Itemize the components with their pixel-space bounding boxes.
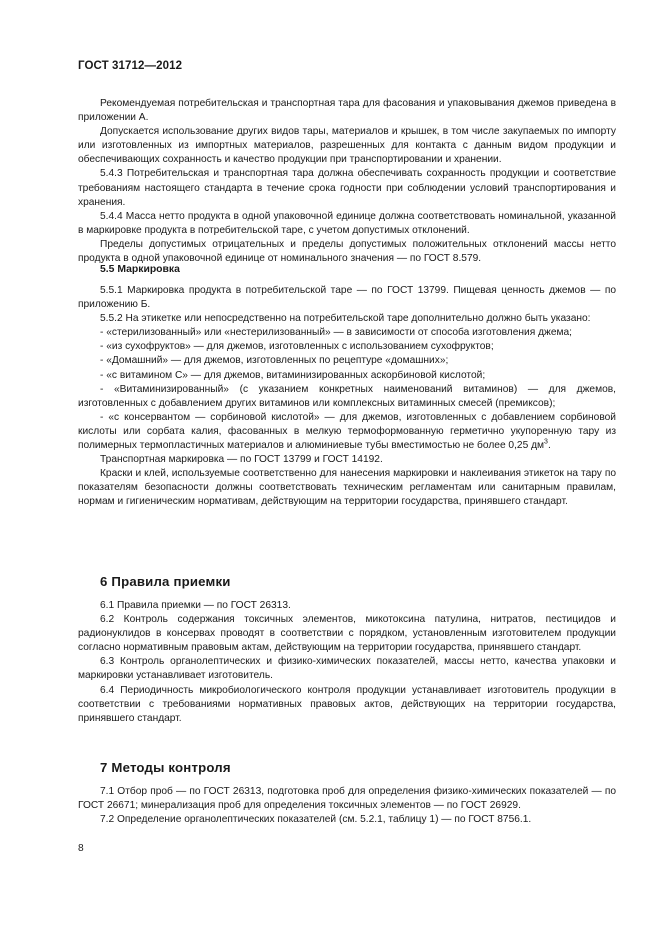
paragraph: 5.5.1 Маркировка продукта в потребительской таре — по ГОСТ 13799. Пищевая ценность джемов — по приложению Б. <box>78 285 616 311</box>
section-7-body <box>78 785 616 827</box>
paragraph: Краски и клей, используемые соответственно для нанесения маркировки и наклеивания этикеток на тару по показателям безопасности должны соответствовать техническим регламентам или санитарным правилам, нормам и гигиеническим нормативам, действующим на территории государства, принявшего стандарт. <box>78 468 616 508</box>
paragraph: 7.2 Определение органолептических показателей (см. 5.2.1, таблицу 1) — по ГОСТ 8756.1. <box>100 814 532 826</box>
top-paragraphs <box>78 97 616 266</box>
section-title: 6 Правила приемки <box>100 574 231 589</box>
paragraph: 5.5.2 На этикетке или непосредственно на потребительской таре дополнительно должно быть указано: <box>100 313 591 325</box>
list-item: - «стерилизованный» или «нестерилизованный» — в зависимости от способа изготовления джема; <box>100 327 573 339</box>
paragraph: 7.1 Отбор проб — по ГОСТ 26313, подготовка проб для определения физико-химических показателей — по ГОСТ 26671; минерализация проб для определения токсичных элементов — по ГОСТ 26929. <box>78 786 616 812</box>
list-item: - «Витаминизированный» (с указанием конкретных наименований витаминов) — для джемов, изготовленных с добавлением других витаминов или комплексных витаминных смесей (премиксов); <box>78 383 616 409</box>
document-header: ГОСТ 31712—2012 <box>78 60 183 72</box>
list-item: - «Домашний» — для джемов, изготовленных по рецептуре «домашних»; <box>100 355 449 367</box>
paragraph: 6.1 Правила приемки — по ГОСТ 26313. <box>100 600 291 611</box>
list-item <box>78 411 616 453</box>
paragraph: Пределы допустимых отрицательных и пределы допустимых положительных отклонений массы нетто продукта в одной упаковочной единице от номинального значения — по ГОСТ 8.579. <box>78 238 616 265</box>
paragraph: 6.3 Контроль органолептических и физико-химических показателей, массы нетто, качества упаковки и маркировки устанавливает изготовитель. <box>78 656 616 682</box>
page-number: 8 <box>78 843 84 854</box>
paragraph: 5.4.3 Потребительская и транспортная тара должна обеспечивать сохранность продукции и соответствие требованиям настоящего стандарта в течение срока годности при соблюдении условий транспортирования и хранения. <box>78 168 616 208</box>
section-title: 7 Методы контроля <box>100 760 231 775</box>
paragraph: Транспортная маркировка — по ГОСТ 13799 и ГОСТ 14192. <box>100 454 383 466</box>
paragraph: 6.4 Периодичность микробиологического контроля продукции устанавливает изготовитель продукции в соответствии с требованиями нормативных правовых актов, действующих на территории государства, принявшего стандарт. <box>78 684 616 724</box>
paragraph: Допускается использование других видов тары, материалов и крышек, в том числе закупаемых по импорту или изготовленных из импортных материалов, разрешенных для контакта с данным видом продукции и обеспечивающих сохранность и качество продукции при транспортировании и хранении. <box>78 126 616 166</box>
list-item: - «из сухофруктов» — для джемов, изготовленных с использованием сухофруктов; <box>100 341 494 353</box>
superscript: 3 <box>544 438 548 446</box>
paragraph: Рекомендуемая потребительская и транспортная тара для фасования и упаковывания джемов приведена в приложении А. <box>78 98 616 124</box>
paragraph: 5.4.4 Масса нетто продукта в одной упаковочной единице должна соответствовать номинальной, указанной в маркировке продукта в потребительской таре, с учетом допустимых отклонений. <box>78 210 616 236</box>
list-item: - «с витамином С» — для джемов, витаминизированных аскорбиновой кислотой; <box>100 369 486 381</box>
trailing-dot: . <box>547 440 551 452</box>
section-title: 5.5 Маркировка <box>100 264 180 275</box>
section-6 <box>78 574 616 589</box>
paragraph: 6.2 Контроль содержания токсичных элементов, микотоксина патулина, нитратов, пестицидов и радионуклидов в консервах проводят в соответствии с порядком, установленным изготовителем продукции согласно нормативным правовым актам, действующим на территории государства, принявшего стандарт. <box>78 614 616 654</box>
list-item-text: - «с консервантом — сорбиновой кислотой» — для джемов, изготовленных с добавлением сорбиновой кислоты или сорбата калия, фасованных в мелкую термоформованную герметично укупоренную тару из полимерных термопластичных материалов и алюминиевые тубы вместимостью не более 0,25 дм <box>78 411 616 452</box>
section-5-5-body <box>78 284 616 510</box>
section-5-5 <box>78 264 616 275</box>
section-6-body <box>78 599 616 726</box>
section-7 <box>78 760 616 775</box>
